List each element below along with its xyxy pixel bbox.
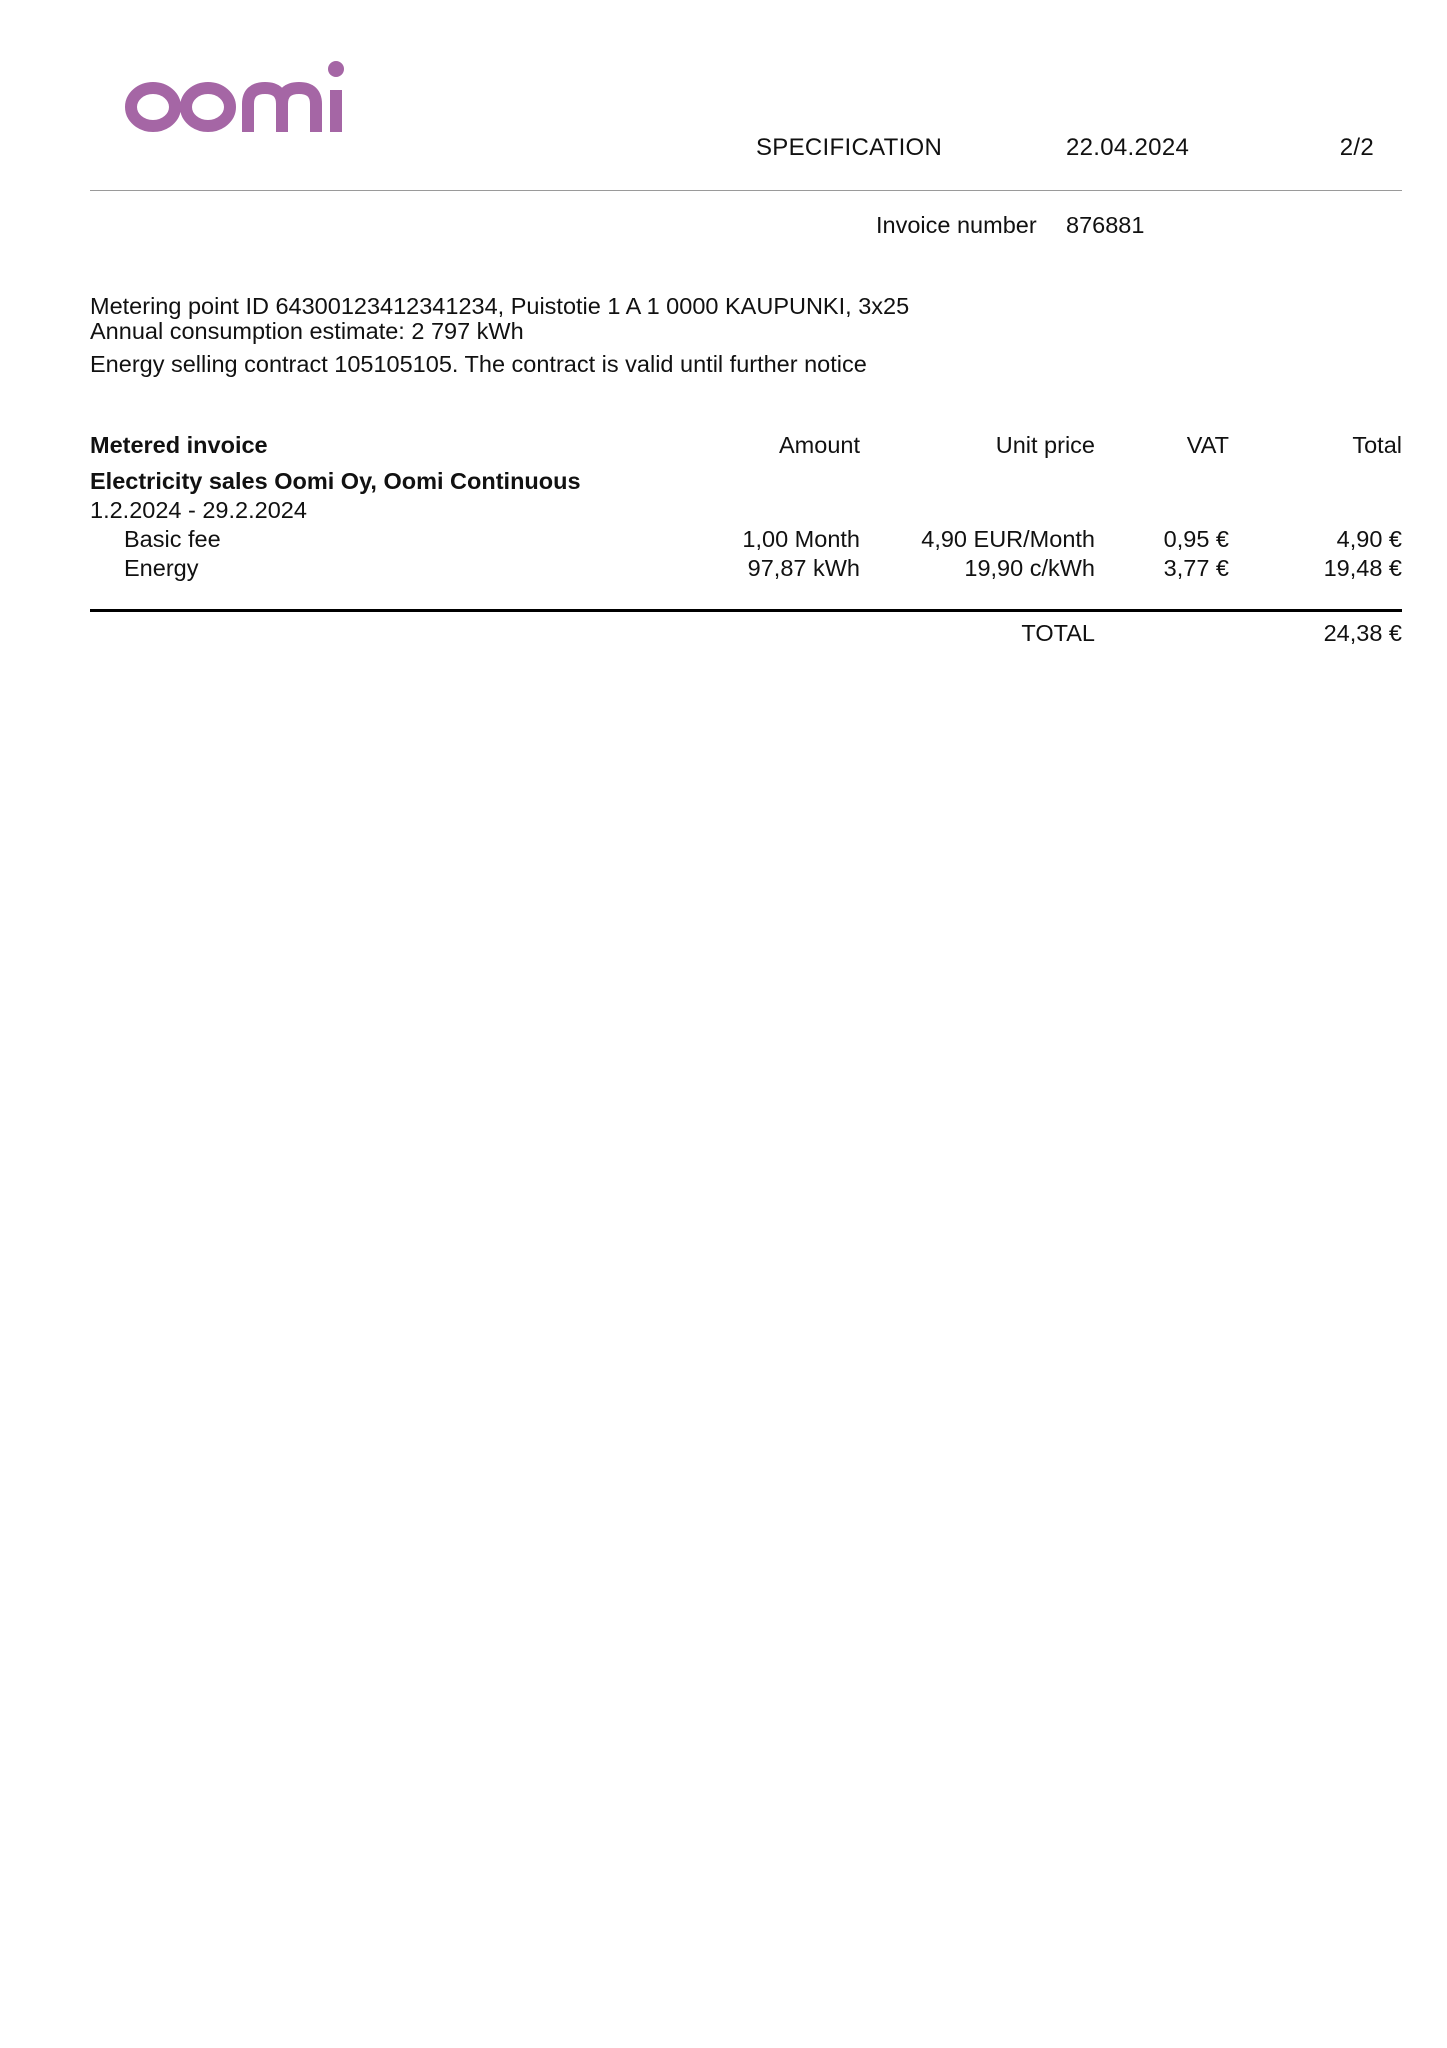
table-total-divider xyxy=(90,609,1402,612)
column-header-unit-price: Unit price xyxy=(995,432,1095,458)
section-title: Electricity sales Oomi Oy, Oomi Continuous xyxy=(90,468,581,494)
column-header-amount: Amount xyxy=(779,432,860,458)
invoice-number-value: 876881 xyxy=(1066,212,1145,238)
row-amount: 1,00 Month xyxy=(742,526,860,552)
metering-point-line: Metering point ID 64300123412341234, Puistotie 1 A 1 0000 KAUPUNKI, 3x25 xyxy=(90,293,910,319)
header-divider xyxy=(90,190,1402,191)
row-total: 4,90 € xyxy=(1336,526,1402,552)
consumption-estimate-line: Annual consumption estimate: 2 797 kWh xyxy=(90,318,524,344)
row-amount: 97,87 kWh xyxy=(747,555,860,581)
column-header-total: Total xyxy=(1352,432,1402,458)
page-number: 2/2 xyxy=(1339,134,1374,161)
oomi-logo xyxy=(124,52,348,140)
invoice-number-label: Invoice number xyxy=(876,212,1037,238)
document-type: SPECIFICATION xyxy=(756,134,943,161)
grand-total-value: 24,38 € xyxy=(1323,620,1402,646)
row-unit-price: 19,90 c/kWh xyxy=(964,555,1095,581)
column-header-vat: VAT xyxy=(1186,432,1229,458)
row-description: Energy xyxy=(124,555,199,581)
row-vat: 0,95 € xyxy=(1163,526,1229,552)
column-header-description: Metered invoice xyxy=(90,432,268,458)
billing-period: 1.2.2024 - 29.2.2024 xyxy=(90,497,307,523)
row-unit-price: 4,90 EUR/Month xyxy=(921,526,1095,552)
row-total: 19,48 € xyxy=(1323,555,1402,581)
contract-line: Energy selling contract 105105105. The contract is valid until further notice xyxy=(90,351,867,377)
grand-total-label: TOTAL xyxy=(1021,620,1095,646)
document-date: 22.04.2024 xyxy=(1066,134,1190,161)
row-description: Basic fee xyxy=(124,526,221,552)
row-vat: 3,77 € xyxy=(1163,555,1229,581)
